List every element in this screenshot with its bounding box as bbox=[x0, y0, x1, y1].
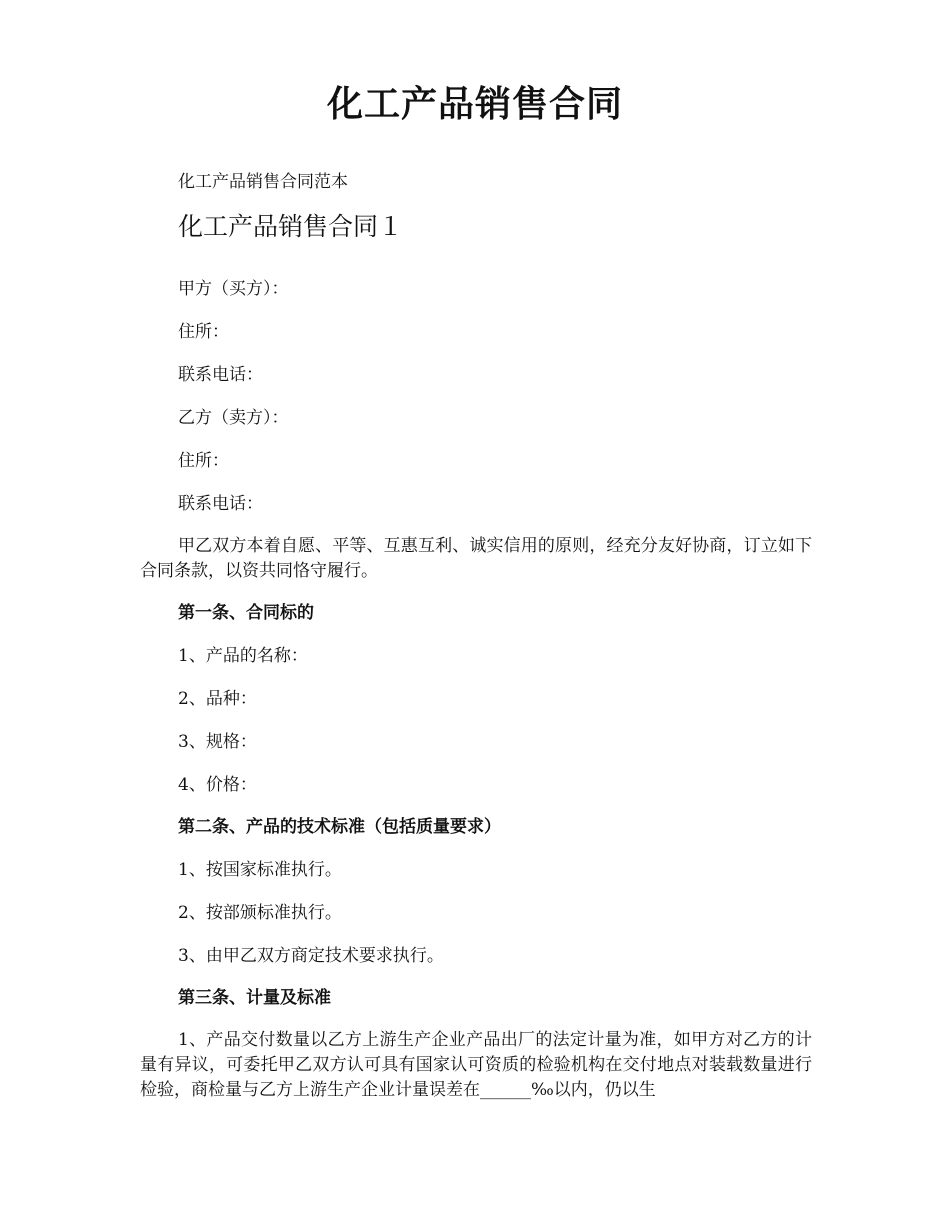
article3-paragraph-1: 1、产品交付数量以乙方上游生产企业产品出厂的法定计量为准，如甲方对乙方的计量有异议，可委托甲乙双方认可具有国家认可资质的检验机构在交付地点对装载数量进行检验，商检量与乙方上游生产企业计量误差在______‰以内，仍以生 bbox=[140, 1030, 812, 1100]
contract-subtitle: 化工产品销售合同１ bbox=[178, 212, 404, 241]
party-b-label: 乙方（卖方）： bbox=[178, 408, 289, 428]
article2-item-3: 3、由甲乙双方商定技术要求执行。 bbox=[178, 946, 444, 966]
article1-item-3: 3、规格： bbox=[178, 732, 257, 752]
party-a-address: 住所： bbox=[178, 322, 229, 342]
article1-item-1: 1、产品的名称： bbox=[178, 646, 308, 666]
party-a-phone: 联系电话： bbox=[178, 365, 263, 385]
article2-heading: 第二条、产品的技术标准（包括质量要求） bbox=[178, 817, 501, 837]
party-b-phone: 联系电话： bbox=[178, 494, 263, 514]
party-a-label: 甲方（买方）： bbox=[178, 279, 289, 299]
article2-item-1: 1、按国家标准执行。 bbox=[178, 860, 342, 880]
article1-heading: 第一条、合同标的 bbox=[178, 603, 314, 623]
party-b-address: 住所： bbox=[178, 451, 229, 471]
intro-text: 化工产品销售合同范本 bbox=[178, 172, 348, 192]
article2-item-2: 2、按部颁标准执行。 bbox=[178, 903, 342, 923]
article3-heading: 第三条、计量及标准 bbox=[178, 988, 331, 1008]
preamble-paragraph: 甲乙双方本着自愿、平等、互惠互利、诚实信用的原则，经充分友好协商，订立如下合同条款，以资共同恪守履行。 bbox=[140, 536, 812, 581]
article1-item-2: 2、品种： bbox=[178, 689, 257, 709]
article1-item-4: 4、价格： bbox=[178, 775, 257, 795]
document-title: 化工产品销售合同 bbox=[326, 83, 623, 125]
